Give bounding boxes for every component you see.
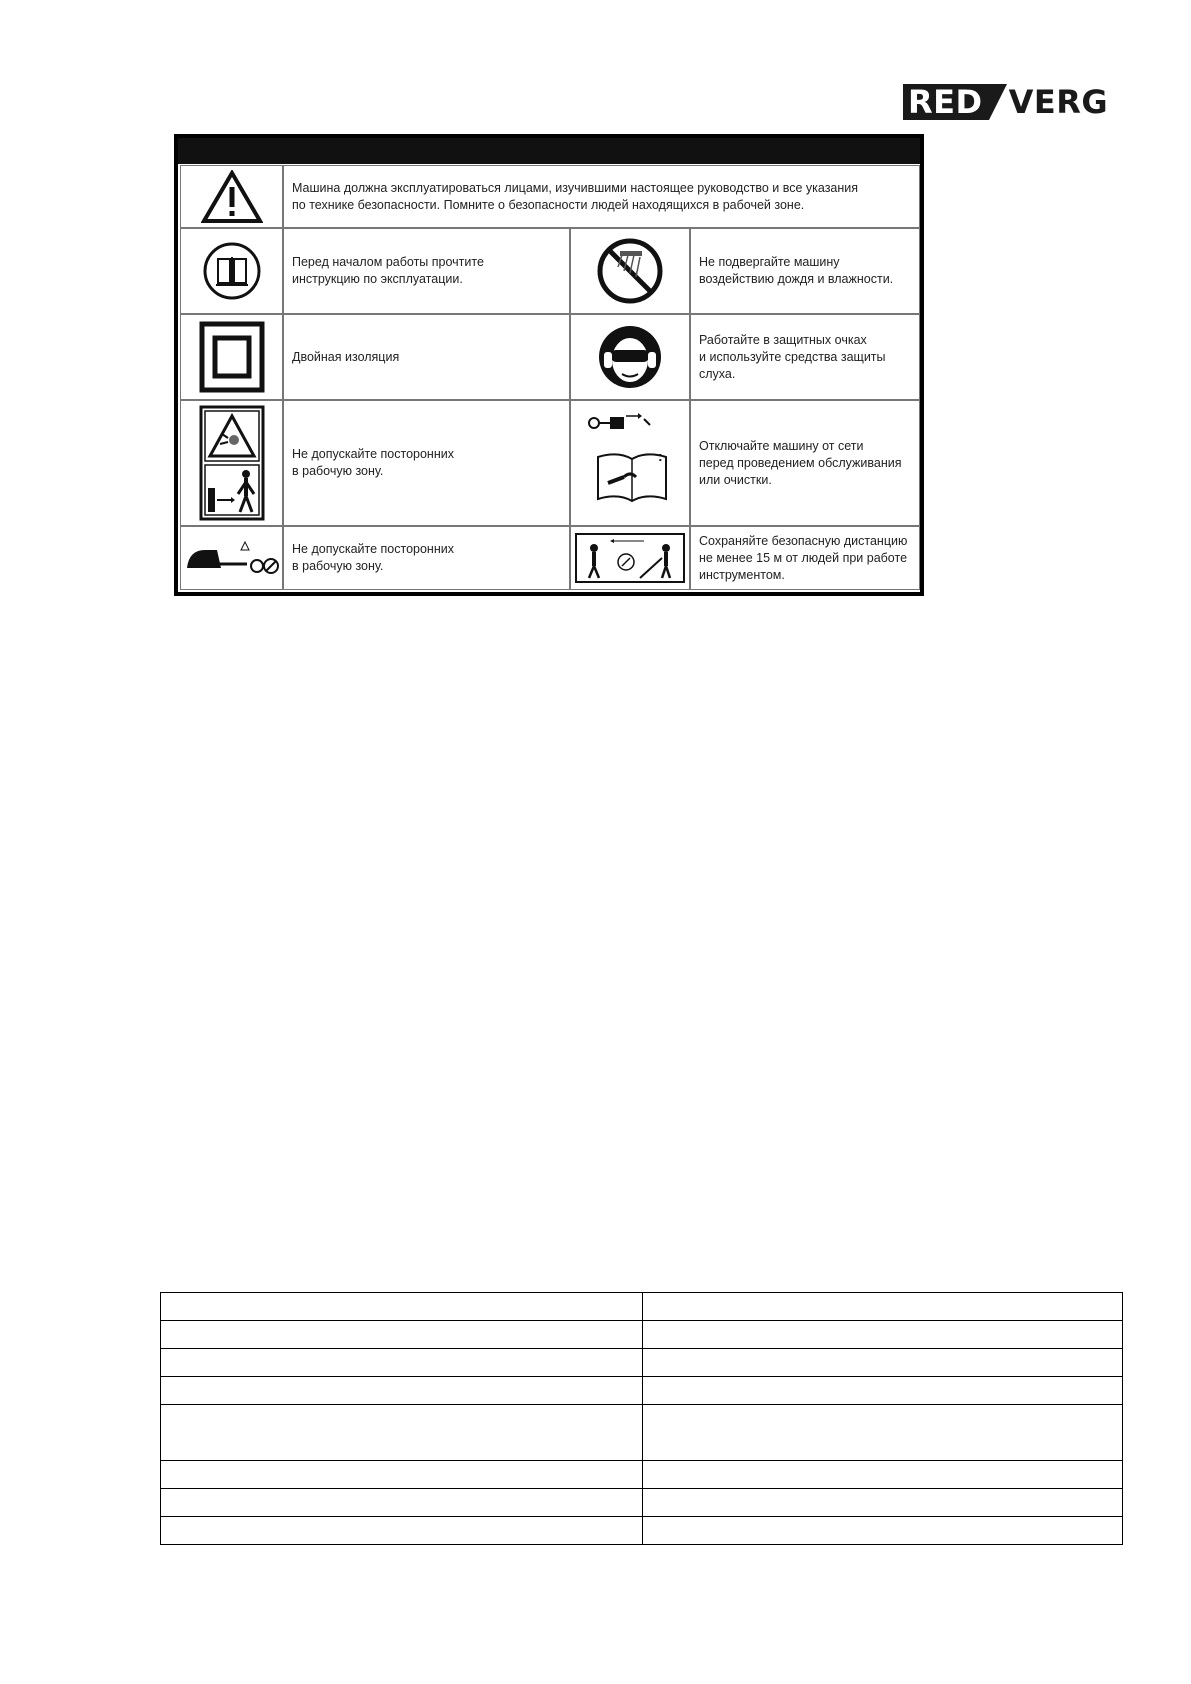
panel-header-bar xyxy=(178,138,920,164)
table-cell xyxy=(643,1489,1123,1517)
table-cell xyxy=(643,1377,1123,1405)
table-cell xyxy=(643,1461,1123,1489)
table-cell xyxy=(643,1321,1123,1349)
table-row xyxy=(161,1405,1123,1461)
cable-bystanders-text: Не допускайте посторонних в рабочую зону. xyxy=(283,526,570,590)
general-warning-text: Машина должна эксплуатироваться лицами, изучившими настоящее руководство и все указания по технике безопасности. Помните о безопасности людей находящихся в рабочей зоне. xyxy=(283,165,920,228)
unplug-text: Отключайте машину от сети перед проведением обслуживания или очистки. xyxy=(690,400,920,526)
table-cell xyxy=(161,1405,643,1461)
double-insulation-text: Двойная изоляция xyxy=(283,314,570,400)
cable-warning-icon xyxy=(180,526,283,590)
table-row xyxy=(161,1461,1123,1489)
table-row xyxy=(161,1489,1123,1517)
double-insulation-icon xyxy=(180,314,283,400)
safe-distance-icon xyxy=(570,526,690,590)
table-row xyxy=(161,1377,1123,1405)
goggles-ear-protection-icon xyxy=(570,314,690,400)
logo-verg-part: VERG xyxy=(1008,83,1109,121)
table-row xyxy=(161,1349,1123,1377)
goggles-ear-text: Работайте в защитных очках и используйте средства защиты слуха. xyxy=(690,314,920,400)
specification-table xyxy=(160,1292,1123,1545)
table-cell xyxy=(161,1489,643,1517)
read-manual-text: Перед началом работы прочтите инструкцию по эксплуатации. xyxy=(283,228,570,314)
keep-bystanders-away-icon xyxy=(180,400,283,526)
no-rain-icon xyxy=(570,228,690,314)
safety-symbols-panel xyxy=(174,134,924,596)
keep-bystanders-away-text: Не допускайте посторонних в рабочую зону. xyxy=(283,400,570,526)
table-row xyxy=(161,1321,1123,1349)
no-rain-text: Не подвергайте машину воздействию дождя и влажности. xyxy=(690,228,920,314)
table-cell xyxy=(643,1517,1123,1545)
warning-triangle-icon xyxy=(180,165,283,228)
read-manual-icon xyxy=(180,228,283,314)
table-cell xyxy=(161,1349,643,1377)
icon-colon: : xyxy=(658,448,663,464)
brand-logo xyxy=(903,84,1108,120)
safe-distance-text: Сохраняйте безопасную дистанцию не менее 15 м от людей при работе инструментом. xyxy=(690,526,920,590)
table-cell xyxy=(643,1293,1123,1321)
table-row xyxy=(161,1517,1123,1545)
table-cell xyxy=(161,1461,643,1489)
unplug-before-service-icon xyxy=(570,400,690,526)
logo-divider xyxy=(989,84,1007,120)
table-cell xyxy=(161,1377,643,1405)
logo-red-part: RED xyxy=(903,84,989,120)
table-cell xyxy=(161,1517,643,1545)
table-row xyxy=(161,1293,1123,1321)
table-cell xyxy=(161,1321,643,1349)
table-cell xyxy=(643,1349,1123,1377)
table-cell xyxy=(643,1405,1123,1461)
table-cell xyxy=(161,1293,643,1321)
